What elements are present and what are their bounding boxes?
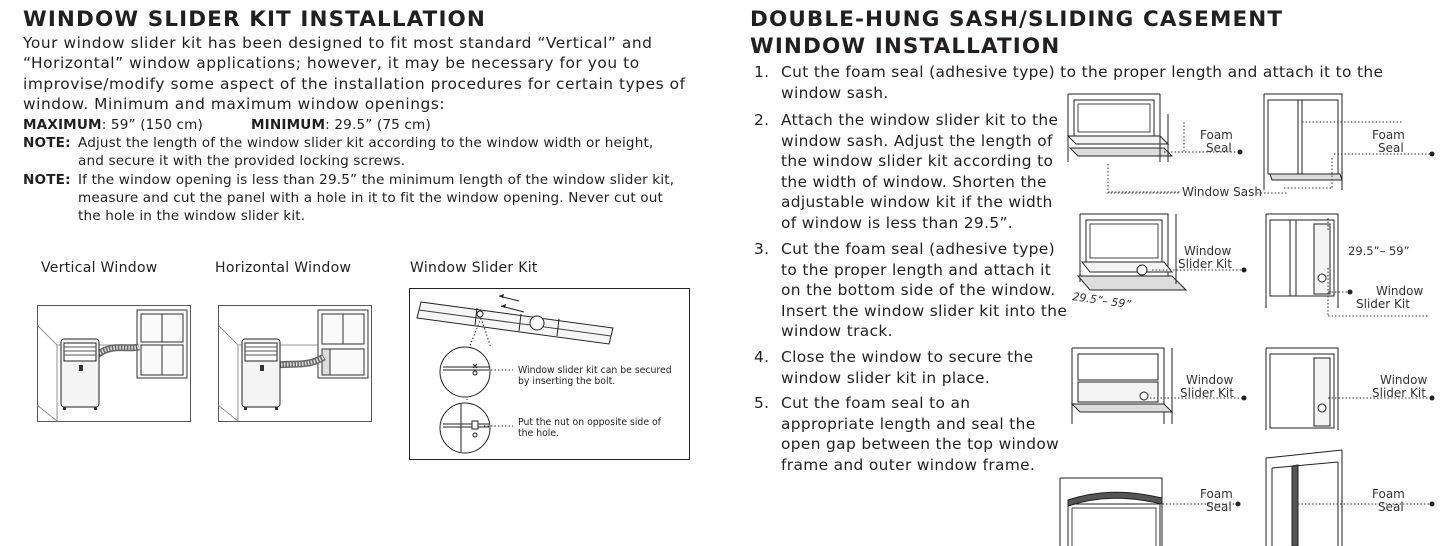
label-window: Window <box>1380 373 1428 387</box>
label-window-sash: Window Sash <box>1182 185 1262 199</box>
label-foam: Foam <box>1372 487 1405 501</box>
label-slider-kit: Slider Kit <box>1356 297 1410 311</box>
step-line: Cut the foam seal to an <box>781 394 971 412</box>
callout-nut: the hole. <box>518 428 560 439</box>
intro-line: window. Minimum and maximum window openings: <box>23 95 446 114</box>
step-3 <box>750 239 1068 342</box>
foam-seal-sash-diagram-left <box>1060 92 1250 197</box>
callout-secure-bolt: Window slider kit can be secured <box>518 365 672 376</box>
top-gap-seal-diagram-left <box>1058 474 1248 546</box>
step-number: 5. <box>754 394 770 412</box>
note-line: measure and cut the panel with a hole in it to fit the window opening. Never cut out <box>78 189 664 206</box>
intro-line: “Horizontal” window applications; however, it may be necessary for you to <box>23 54 640 73</box>
label-seal: Seal <box>1378 141 1404 155</box>
note-line: Adjust the length of the window slider kit according to the window width or height, <box>78 134 654 151</box>
minimum-label: MINIMUM <box>251 116 326 133</box>
note-label: NOTE: <box>23 171 71 188</box>
note-label: NOTE: <box>23 134 71 151</box>
step-line: to the proper length and attach it <box>781 260 1052 279</box>
closed-window-diagram-right <box>1262 346 1442 432</box>
step-5 <box>750 393 1060 475</box>
step-line: the width of window. Shorten the <box>781 172 1047 191</box>
label-foam: Foam <box>1200 487 1233 501</box>
step-line: appropriate length and seal the <box>781 414 1036 433</box>
slider-kit-title: WINDOW SLIDER KIT INSTALLATION <box>23 7 487 32</box>
step-line: the window slider kit according to <box>781 152 1054 171</box>
slider-kit-track-diagram-left <box>1068 212 1248 312</box>
closed-window-diagram-left <box>1064 346 1248 428</box>
maximum-label: MAXIMUM <box>23 116 102 133</box>
double-hung-title: DOUBLE-HUNG SASH/SLIDING CASEMENT <box>750 7 1284 32</box>
left-column <box>23 6 733 225</box>
window-openings-limits <box>23 116 733 134</box>
step-line: on the bottom side of the window. <box>781 281 1056 300</box>
note-line: and secure it with the provided locking screws. <box>78 153 406 170</box>
step-line: window sash. Adjust the length of <box>781 131 1053 150</box>
step-line: Cut the foam seal (adhesive type) to the proper length and attach it to the <box>781 63 1384 81</box>
step-line: Insert the window slider kit into the <box>781 301 1068 320</box>
maximum-value: : 59” (150 cm) <box>101 116 203 133</box>
step-line: Close the window to secure the <box>781 348 1034 366</box>
slider-kit-track-diagram-right <box>1262 212 1442 320</box>
label-foam: Foam <box>1372 128 1405 142</box>
top-gap-seal-diagram-right <box>1262 446 1442 546</box>
intro-line: Your window slider kit has been designed to fit most standard “Vertical” and <box>23 34 653 52</box>
window-slider-kit-caption: Window Slider Kit <box>410 260 538 276</box>
step-1 <box>750 62 1384 103</box>
label-window: Window <box>1376 284 1424 298</box>
minimum-value: : 29.5” (75 cm) <box>325 116 431 133</box>
step-2 <box>750 110 1059 234</box>
label-slider-kit: Slider Kit <box>1178 257 1232 271</box>
note-2 <box>23 171 733 226</box>
step-number: 2. <box>754 111 770 129</box>
step-number: 3. <box>754 240 770 258</box>
horizontal-window-caption: Horizontal Window <box>215 260 352 276</box>
step-line: window sash. <box>781 83 889 102</box>
intro-line: improvise/modify some aspect of the installation procedures for certain types of <box>23 74 686 93</box>
step-4 <box>750 347 1034 388</box>
step-number: 4. <box>754 348 770 366</box>
window-sash-leader <box>1107 190 1287 198</box>
step-number: 1. <box>754 63 770 81</box>
step-line: open gap between the top window <box>781 435 1060 454</box>
window-slider-kit-illustration <box>409 288 690 460</box>
note-1 <box>23 134 733 171</box>
label-seal: Seal <box>1206 141 1232 155</box>
note-line: If the window opening is less than 29.5” the minimum length of the window slider kit, <box>78 171 675 188</box>
label-slider-kit: Slider Kit <box>1372 386 1426 400</box>
label-window: Window <box>1186 373 1234 387</box>
note-line: the hole in the window slider kit. <box>78 208 306 225</box>
double-hung-title: WINDOW INSTALLATION <box>750 34 1061 59</box>
label-window: Window <box>1184 244 1232 258</box>
horizontal-window-illustration <box>218 305 372 422</box>
label-slider-kit: Slider Kit <box>1180 386 1234 400</box>
step-line: adjustable window kit if the width <box>781 193 1053 212</box>
step-line: of window is less than 29.5”. <box>781 213 1014 232</box>
step-line: Attach the window slider kit to the <box>781 111 1059 129</box>
step-line: frame and outer window frame. <box>781 455 1036 474</box>
callout-nut: Put the nut on opposite side of <box>518 417 661 428</box>
label-range: 29.5”– 59” <box>1071 290 1132 312</box>
label-foam: Foam <box>1200 128 1233 142</box>
foam-seal-sash-diagram-right <box>1262 92 1442 197</box>
vertical-window-caption: Vertical Window <box>41 260 158 276</box>
label-seal: Seal <box>1206 500 1232 514</box>
step-line: window slider kit in place. <box>781 368 991 387</box>
callout-secure-bolt: by inserting the bolt. <box>518 376 616 387</box>
step-line: window track. <box>781 322 893 341</box>
vertical-window-illustration <box>37 305 191 422</box>
step-line: Cut the foam seal (adhesive type) <box>781 240 1055 258</box>
intro-paragraph <box>23 33 733 115</box>
label-seal: Seal <box>1378 500 1404 514</box>
label-range: 29.5”– 59” <box>1348 244 1410 258</box>
